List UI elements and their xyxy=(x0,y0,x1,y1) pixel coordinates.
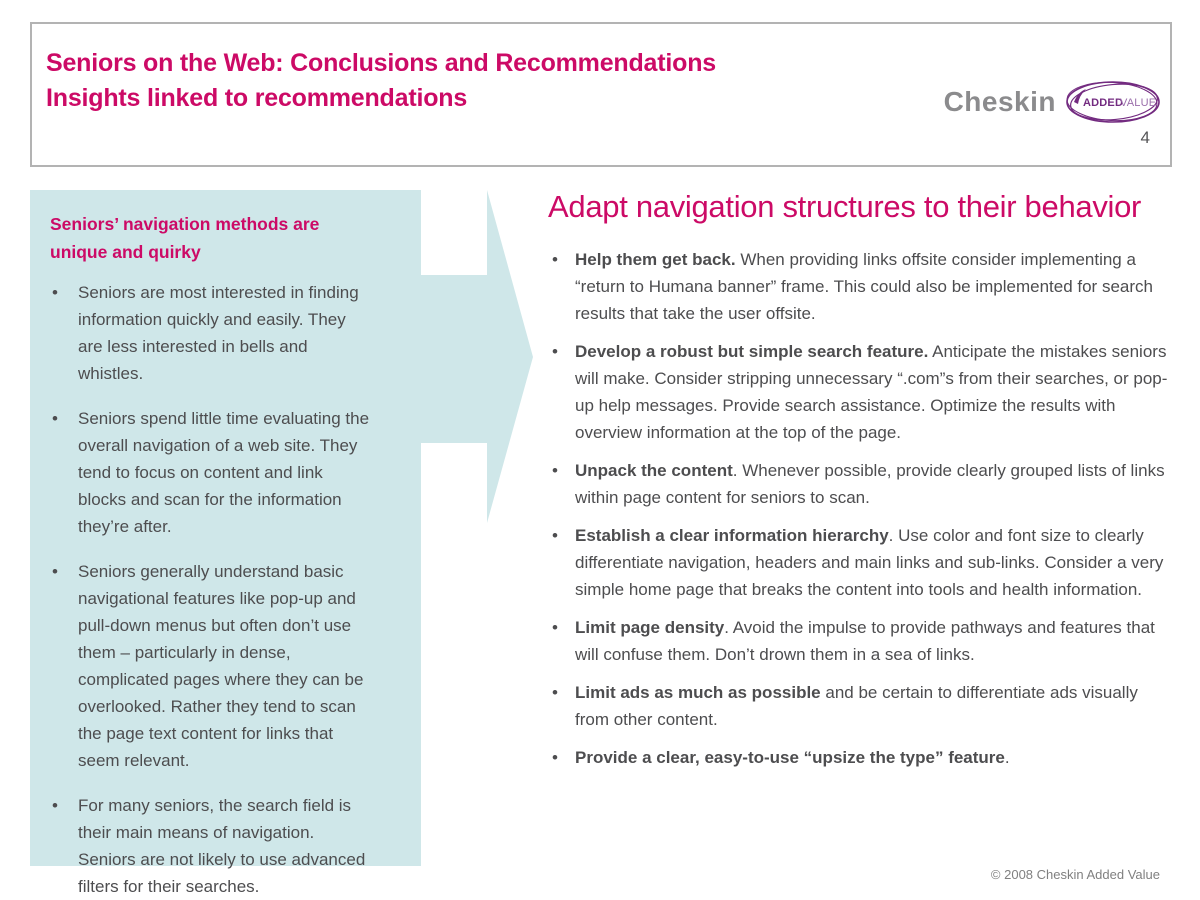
recommendation-bullet-2 xyxy=(548,338,1173,446)
insight-panel xyxy=(30,190,421,896)
recommendation-bullet-5 xyxy=(548,614,1173,668)
recommendation-bullet-7 xyxy=(548,744,1173,771)
bullet-rest: Anticipate the mistakes seniors will make. Consider stripping unnecessary “.com”s from their searches, or pop-up help messages. Provide search assistance. Optimize the results with overview information at the top of the page. xyxy=(575,342,1168,442)
recommendations-bullet-list xyxy=(548,246,1173,771)
bullet-lead: Limit page density xyxy=(575,618,725,637)
recommendations-heading: Adapt navigation structures to their behavior xyxy=(548,189,1142,224)
insight-bullet-1: • Seniors are most interested in finding information quickly and easily. They are less interested in bells and whistles. xyxy=(50,279,372,387)
insight-bullet-2: • Seniors spend little time evaluating the overall navigation of a web site. They tend to focus on content and link blocks and scan for the information they’re after. xyxy=(50,405,372,540)
cheskin-wordmark: Cheskin xyxy=(943,86,1056,117)
recommendation-bullet-3 xyxy=(548,457,1173,511)
bullet-lead: Unpack the content xyxy=(575,461,733,480)
insight-bullet-3: • Seniors generally understand basic navigational features like pop-up and pull-down menus but often don’t use them – particularly in dense, complicated pages where they can be overlooked. Rather they tend to scan the page text content for links that seem relevant. xyxy=(50,558,372,774)
bullet-rest: . Use color and font size to clearly differentiate navigation, headers and main links and sub-links. Consider a very simple home page that breaks the content into tools and health information. xyxy=(575,526,1164,599)
added-value-logo-icon xyxy=(1062,78,1162,126)
slide-title-line1: Seniors on the Web: Conclusions and Recommendations xyxy=(46,49,716,77)
bullet-lead: Establish a clear information hierarchy xyxy=(575,526,889,545)
slide-header xyxy=(30,22,1172,167)
insight-bullet-4: • For many seniors, the search field is their main means of navigation. Seniors are not likely to use advanced filters for their searches. xyxy=(50,792,372,900)
recommendations-section xyxy=(548,188,1173,782)
bullet-lead: Limit ads as much as possible xyxy=(575,683,821,702)
slide-title-line2: Insights linked to recommendations xyxy=(46,84,468,112)
badge-text-light: VALUE xyxy=(1120,97,1157,109)
insight-bullet-list xyxy=(50,279,401,900)
bullet-rest: . xyxy=(1004,748,1010,767)
bullet-lead: Help them get back. xyxy=(575,250,736,269)
recommendation-bullet-4 xyxy=(548,522,1173,603)
copyright-text: © 2008 Cheskin Added Value xyxy=(990,867,1160,882)
brand-lockup xyxy=(944,78,1162,126)
bullet-lead: Develop a robust but simple search feature. xyxy=(575,342,929,361)
bullet-rest: . Whenever possible, provide clearly grouped lists of links within page content for seniors to scan. xyxy=(575,461,1165,507)
bullet-rest: When providing links offsite consider implementing a “return to Humana banner” frame. This could also be implemented for search results that take the user offsite. xyxy=(575,250,1153,323)
bullet-lead: Provide a clear, easy-to-use “upsize the type” feature xyxy=(575,748,1005,767)
right-arrow-icon xyxy=(410,185,540,530)
recommendation-bullet-6 xyxy=(548,679,1173,733)
insight-heading: Seniors’ navigation methods are unique and quirky xyxy=(50,214,320,262)
badge-text-bold: ADDED xyxy=(1083,97,1124,109)
recommendation-bullet-1 xyxy=(548,246,1173,327)
bullet-rest: and be certain to differentiate ads visually from other content. xyxy=(575,683,1138,729)
slide-title xyxy=(46,46,906,116)
page-number: 4 xyxy=(1140,128,1150,147)
bullet-rest: . Avoid the impulse to provide pathways and features that will confuse them. Don’t drown them in a sea of links. xyxy=(575,618,1155,664)
